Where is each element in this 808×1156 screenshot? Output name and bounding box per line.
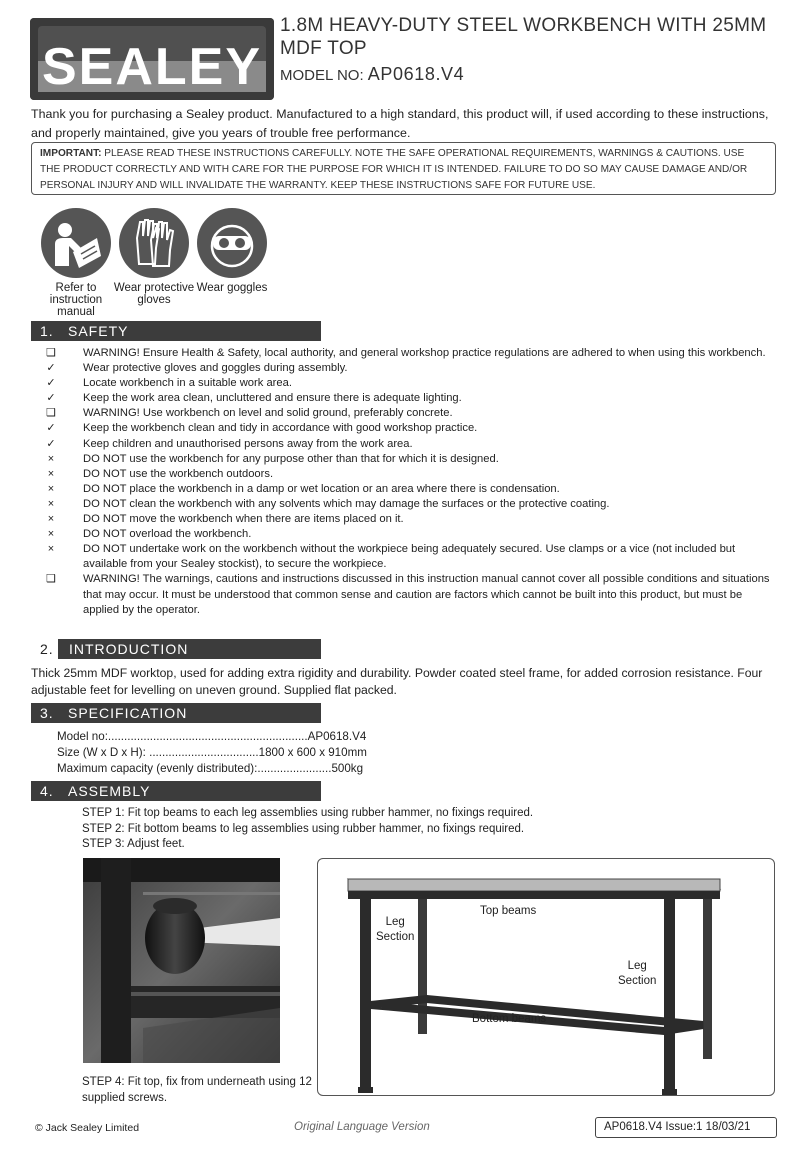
section-safety-header [31,321,321,341]
list-item [44,512,779,527]
model-line [280,64,464,85]
list-item [44,452,779,467]
section-number: 4. [40,783,54,799]
icon-manual-item [34,208,118,318]
footer-issue: AP0618.V4 Issue:1 18/03/21 [595,1117,777,1138]
assembly-photo [83,858,280,1063]
step-4: STEP 4: Fit top, fix from underneath using 12 supplied screws. [82,1076,312,1104]
safety-list [44,346,779,618]
list-item-text: DO NOT use the workbench outdoors. [83,467,274,480]
section-title: ASSEMBLY [68,783,151,799]
list-item-text: DO NOT move the workbench when there are items placed on it. [83,513,404,526]
model-number: AP0618.V4 [367,64,465,84]
assembly-steps [82,806,533,853]
list-item-text: WARNING! The warnings, cautions and instructions discussed in this instruction manual cannot cover all possible conditions and situations that may occur. It must be understood that common sense and caution are factors which cannot be built into this product, but must be applied by the operator. [83,573,770,616]
list-item [44,421,779,436]
list-item-text: Keep children and unauthorised persons away from the work area. [83,437,413,450]
check-icon: ✓ [46,392,56,405]
model-label: MODEL NO: [280,67,368,84]
list-item-text: WARNING! Ensure Health & Safety, local authority, and general workshop practice regulations are adhered to when using this workbench. [83,347,766,359]
step-3: STEP 3: Adjust feet. [82,838,185,850]
icon-manual-label: Refer to instruction manual [49,282,103,318]
checkbox-icon: ❑ [46,573,56,586]
list-item [44,542,779,572]
section-number: 1. [40,323,54,339]
checkbox-icon: ❑ [46,407,56,420]
icon-goggles-label: Wear goggles [196,282,268,294]
list-item [44,406,779,421]
list-item-text: DO NOT overload the workbench. [83,528,252,541]
cross-icon: × [47,467,55,480]
section-title: SAFETY [68,323,129,339]
section-specification-header [31,703,321,723]
workbench-diagram [317,858,775,1096]
specification-list [57,729,367,777]
important-notice [31,142,776,195]
list-item [44,346,779,361]
list-item [44,467,779,482]
introduction-paragraph: Thick 25mm MDF worktop, used for adding extra rigidity and durability. Powder coated steel frame, for added corrosion resistance. Four adjustable feet for levelling on uneven ground. Supplied flat packed. [31,666,763,697]
goggles-icon [197,208,267,278]
important-lead: IMPORTANT: [40,148,102,159]
list-item [44,497,779,512]
gloves-icon [119,208,189,278]
check-icon: ✓ [46,422,56,435]
section-assembly-header [31,781,321,801]
list-item-text: DO NOT clean the workbench with any solvents which may damage the surfaces or the protective coating. [83,497,610,510]
list-item-text: WARNING! Use workbench on level and solid ground, preferably concrete. [83,407,453,420]
intro-paragraph: Thank you for purchasing a Sealey product. Manufactured to a high standard, this product will, if used according to these instructions, and properly maintained, give you years of trouble free performance. [31,107,769,140]
spec-size: Size (W x D x H): ..................................1800 x 600 x 910mm [57,746,367,759]
icon-goggles-item [190,208,274,294]
list-item-text: DO NOT undertake work on the workbench without the workpiece being adequately secured. Use clamps or a vice (not included but available from your Sealey stockist), to secure the workpiece. [83,543,736,571]
step-2: STEP 2: Fit bottom beams to leg assemblies using rubber hammer, no fixings required. [82,822,525,835]
important-text: PLEASE READ THESE INSTRUCTIONS CAREFULLY. NOTE THE SAFE OPERATIONAL REQUIREMENTS, WARNINGS & CAUTIONS. USE THE PRODUCT CORRECTLY AND WITH CARE FOR THE PURPOSE FOR WHICH IT IS INTENDED. FAILURE TO DO SO MAY CAUSE DAMAGE AND/OR PERSONAL INJURY AND WILL INVALIDATE THE WARRANTY. KEEP THESE INSTRUCTIONS SAFE FOR FUTURE USE. [40,148,748,191]
list-item-text: Locate workbench in a suitable work area. [83,377,292,390]
footer-language: Original Language Version [294,1121,430,1133]
product-title: 1.8M HEAVY-DUTY STEEL WORKBENCH WITH 25MM MDF TOP [280,15,767,59]
list-item [44,482,779,497]
diagram-label-leg-left: Leg Section [376,916,415,943]
list-item [44,437,779,452]
cross-icon: × [47,452,55,465]
cross-icon: × [47,482,55,495]
footer-copyright: © Jack Sealey Limited [35,1122,140,1134]
list-item [44,376,779,391]
check-icon: ✓ [46,437,56,450]
manual-icon [41,208,111,278]
icon-gloves-label: Wear protective gloves [113,282,195,306]
section-number: 3. [40,705,54,721]
spec-model: Model no:..............................................................AP0618.V4 [57,730,367,743]
list-item [44,572,779,617]
diagram-label-top-beams: Top beams [480,905,537,917]
sealey-logo [30,18,274,100]
spec-capacity: Maximum capacity (evenly distributed):.......................500kg [57,762,364,775]
safety-icons [34,208,274,318]
section-title: SPECIFICATION [68,705,188,721]
checkbox-icon: ❑ [46,347,56,359]
list-item [44,391,779,406]
list-item-text: Keep the work area clean, uncluttered and ensure there is adequate lighting. [83,392,462,405]
list-item-text: Wear protective gloves and goggles during assembly. [83,362,348,375]
section-number: 2. [40,641,54,657]
logo-text: SEALEY [41,38,263,96]
diagram-label-leg-right: Leg Section [618,960,657,987]
check-icon: ✓ [46,377,56,390]
cross-icon: × [47,543,55,556]
cross-icon: × [47,497,55,510]
diagram-label-bottom-beams: Bottom beams [472,1013,547,1025]
section-title: INTRODUCTION [58,639,321,659]
cross-icon: × [47,513,55,526]
list-item [44,361,779,376]
list-item-text: Keep the workbench clean and tidy in accordance with good workshop practice. [83,422,478,435]
list-item-text: DO NOT place the workbench in a damp or wet location or an area where there is condensation. [83,482,560,495]
icon-gloves-item [112,208,196,306]
list-item-text: DO NOT use the workbench for any purpose other than that for which it is designed. [83,452,499,465]
workbench-drawing [318,859,775,1096]
step-1: STEP 1: Fit top beams to each leg assemblies using rubber hammer, no fixings required. [82,807,534,819]
cross-icon: × [47,528,55,541]
list-item [44,527,779,542]
check-icon: ✓ [46,362,56,375]
section-introduction-header [31,639,321,659]
